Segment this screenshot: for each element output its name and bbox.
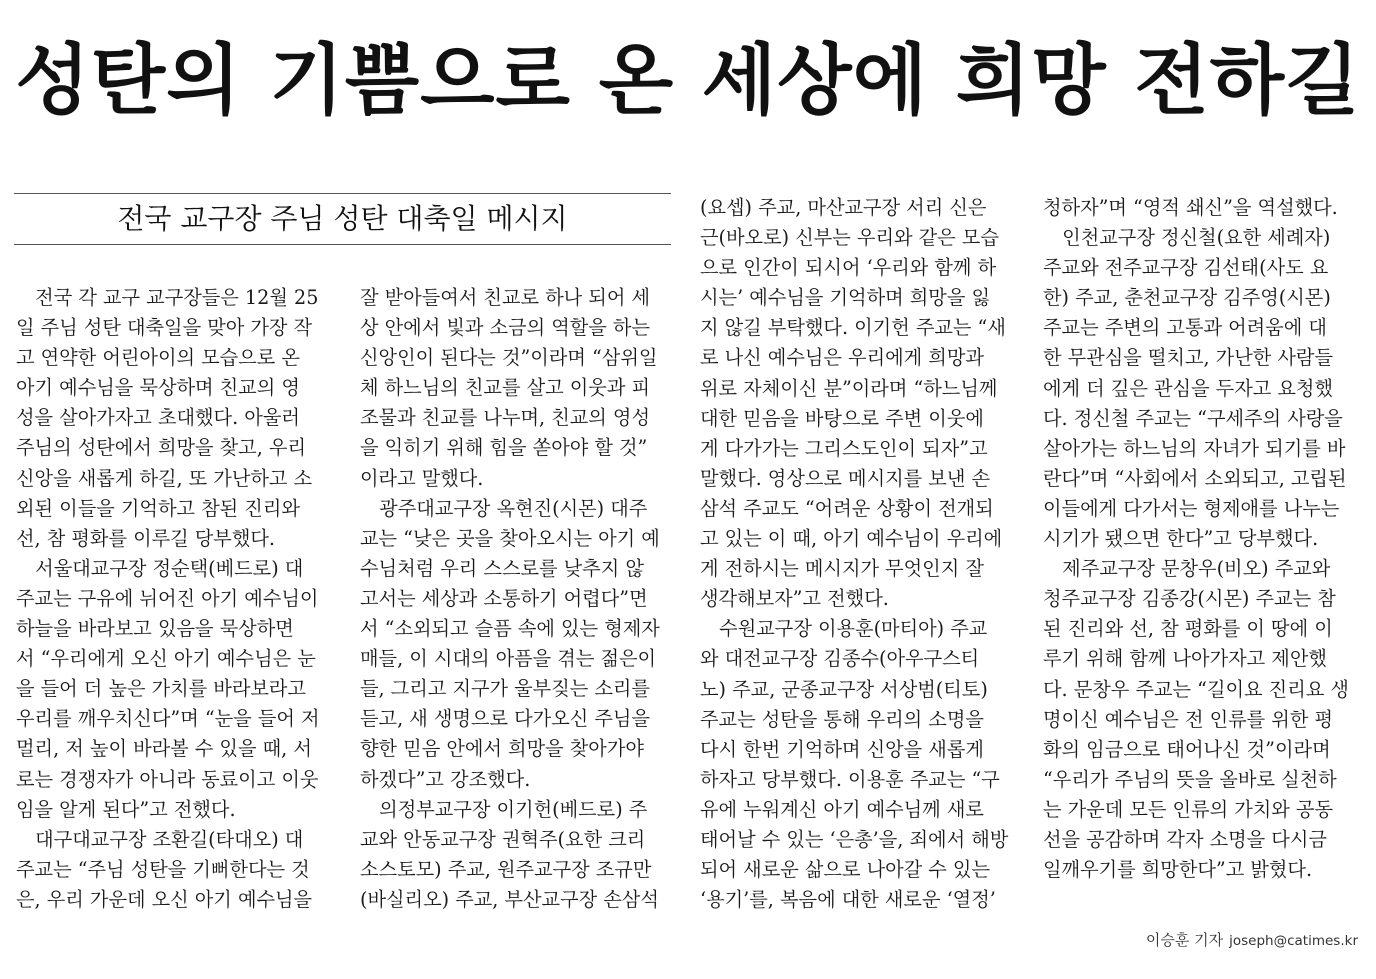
article-line: 태어날 수 있는 ‘은총’을, 죄에서 해방	[700, 827, 1009, 851]
article-line: 선, 참 평화를 이루길 당부했다.	[16, 526, 276, 550]
article-line: 성을 살아가자고 초대했다. 아울러	[16, 406, 300, 430]
article-line: 우리를 깨우치신다”며 “눈을 들어 저	[16, 707, 320, 731]
article-line: 주교는 구유에 뉘어진 아기 예수님이	[16, 586, 319, 610]
article-line: 게 전하시는 메시지가 무엇인지 잘	[700, 557, 984, 581]
article-line: 삼석 주교도 “어려운 상황이 전개되	[700, 496, 994, 520]
article-line: 듣고, 새 생명으로 다가오신 주님을	[360, 707, 650, 731]
article-line: 주님의 성탄에서 희망을 찾고, 우리	[16, 436, 306, 460]
article-line: 일 주님 성탄 대축일을 맞아 가장 작	[16, 316, 313, 340]
article-line: 소스토모) 주교, 원주교구장 조규만	[360, 857, 652, 881]
article-line: 서 “우리에게 오신 아기 예수님은 눈	[16, 647, 316, 671]
article-line: 청주교구장 김종강(시몬) 주교는 참	[1043, 587, 1336, 611]
article-line: 다. 문창우 주교는 “길이요 진리요 생	[1043, 677, 1349, 701]
article-line: 교는 “낮은 곳을 찾아오시는 아기 예	[360, 526, 660, 550]
article-line: 된 진리와 선, 참 평화를 이 땅에 이	[1043, 617, 1333, 641]
article-line: 되어 새로운 삶으로 나아갈 수 있는	[700, 858, 990, 882]
article-line: 주교는 “주님 성탄을 기뻐한다는 것	[16, 857, 310, 881]
article-line: 아기 예수님을 묵상하며 친교의 영	[16, 376, 300, 400]
article-line: 로 나신 예수님은 우리에게 희망과	[700, 346, 984, 370]
article-line: ‘용기’를, 복음에 대한 새로운 ‘열정’	[700, 888, 996, 912]
article-line: 화의 임금으로 태어나신 것”이라며	[1043, 737, 1331, 761]
article-line: 한 무관심을 떨치고, 가난한 사람들	[1043, 346, 1333, 370]
article-line: 란다”며 “사회에서 소외되고, 고립된	[1043, 466, 1347, 490]
article-line: 고 연약한 어린아이의 모습으로 온	[16, 346, 300, 370]
article-line: 의정부교구장 이기헌(베드로) 주	[360, 797, 648, 821]
article-line: 말했다. 영상으로 메시지를 보낸 손	[700, 466, 990, 490]
article-line: 는 가운데 모든 인류의 가치와 공동	[1043, 797, 1333, 821]
subheadline: 전국 교구장 주님 성탄 대축일 메시지	[117, 202, 568, 235]
article-line: 이들에게 다가서는 형제애를 나누는	[1043, 496, 1340, 520]
subheadline-box	[14, 193, 671, 245]
article-line: 와 대전교구장 김종수(아우구스티	[700, 647, 980, 671]
article-line: 유에 누워계신 아기 예수님께 새로	[700, 797, 984, 821]
article-line: 하겠다”고 강조했다.	[360, 767, 531, 791]
article-line: 체 하느님의 친교를 살고 이웃과 피	[360, 376, 650, 400]
article-line: 을 익히기 위해 힘을 쏟아야 할 것”	[360, 436, 648, 460]
article-line: 외된 이들을 기억하고 참된 진리와	[16, 496, 300, 520]
byline	[1146, 929, 1358, 950]
article-line: 수원교구장 이용훈(마티아) 주교	[700, 617, 988, 641]
article-line: 시기가 됐으면 한다”고 당부했다.	[1043, 527, 1319, 551]
article-line: 로는 경쟁자가 아니라 동료이고 이웃	[16, 767, 319, 791]
article-line: 멀리, 저 높이 바라볼 수 있을 때, 서	[16, 737, 312, 761]
article-line: 조물과 친교를 나누며, 친교의 영성	[360, 406, 650, 430]
article-line: 루기 위해 함께 나아가자고 제안했	[1043, 647, 1327, 671]
reporter-name: 이승훈 기자	[1145, 931, 1224, 949]
article-line: 노) 주교, 군종교구장 서상범(티토)	[700, 677, 988, 701]
article-column-3	[700, 193, 1018, 915]
article-line: 수님처럼 우리 스스로를 낮추지 않	[360, 556, 644, 580]
article-column-4	[1043, 193, 1361, 885]
article-line: 한) 주교, 춘천교구장 김주영(시몬)	[1043, 286, 1331, 310]
article-line: 서 “소외되고 슬픔 속에 있는 형제자	[360, 617, 660, 641]
article-line: 청하자”며 “영적 쇄신”을 역설했다.	[1043, 196, 1338, 219]
article-line: 근(바오로) 신부는 우리와 같은 모습	[700, 226, 999, 250]
article-line: 다시 한번 기억하며 신앙을 새롭게	[700, 737, 984, 761]
article-line: 으로 인간이 되시어 ‘우리와 함께 하	[700, 256, 997, 280]
article-line: 대구대교구장 조환길(타대오) 대	[16, 827, 304, 851]
article-line: 상 안에서 빛과 소금의 역할을 하는	[360, 316, 650, 340]
article-line: 은, 우리 가운데 오신 아기 예수님을	[16, 887, 313, 911]
article-line: 일깨우기를 희망한다”고 밝혔다.	[1043, 858, 1313, 882]
article-line: 전국 각 교구 교구장들은 12월 25	[16, 286, 319, 309]
article-line: 고 있는 이 때, 아기 예수님이 우리에	[700, 527, 1003, 551]
article-line: 임을 알게 된다”고 전했다.	[16, 797, 236, 821]
article-line: 광주대교구장 옥현진(시몬) 대주	[360, 496, 648, 520]
article-line: 향한 믿음 안에서 희망을 찾아가야	[360, 737, 644, 761]
article-line: 매들, 이 시대의 아픔을 겪는 젊은이	[360, 647, 657, 671]
article-line: 교와 안동교구장 권혁주(요한 크리	[360, 827, 646, 851]
article-line: 하늘을 바라보고 있음을 묵상하면	[16, 617, 294, 641]
article-line: 고서는 세상과 소통하기 어렵다”면	[360, 586, 648, 610]
article-line: 주교는 주변의 고통과 어려움에 대	[1043, 316, 1327, 340]
article-line: 위로 자체이신 분”이라며 “하느님께	[700, 376, 998, 400]
article-line: 다. 정신철 주교는 “구세주의 사랑을	[1043, 406, 1343, 430]
article-line: 들, 그리고 지구가 울부짖는 소리를	[360, 677, 650, 701]
article-line: 이라고 말했다.	[360, 466, 484, 490]
article-line: 대한 믿음을 바탕으로 주변 이웃에	[700, 406, 984, 430]
article-line: 을 들어 더 높은 가치를 바라보라고	[16, 677, 306, 701]
article-line: 선을 공감하며 각자 소명을 다시금	[1043, 827, 1327, 851]
article-line: (바실리오) 주교, 부산교구장 손삼석	[360, 887, 659, 911]
article-line: “우리가 주님의 뜻을 올바로 실천하	[1043, 767, 1337, 791]
article-line: 생각해보자”고 전했다.	[700, 587, 889, 611]
article-line: 잘 받아들여서 친교로 하나 되어 세	[360, 286, 650, 309]
article-line: 하자고 당부했다. 이용훈 주교는 “구	[700, 767, 1000, 791]
article-column-1	[16, 283, 332, 915]
article-line: (요셉) 주교, 마산교구장 서리 신은	[700, 196, 987, 219]
article-line: 인천교구장 정신철(요한 세례자)	[1043, 226, 1331, 250]
article-line: 제주교구장 문창우(비오) 주교와	[1043, 557, 1331, 581]
article-line: 명이신 예수님은 전 인류를 위한 평	[1043, 707, 1333, 731]
article-line: 주교는 성탄을 통해 우리의 소명을	[700, 707, 984, 731]
article-line: 살아가는 하느님의 자녀가 되기를 바	[1043, 436, 1346, 460]
article-line: 주교와 전주교구장 김선태(사도 요	[1043, 256, 1329, 280]
headline: 성탄의 기쁨으로 온 세상에 희망 전하길	[15, 37, 1361, 126]
article-line: 지 않길 부탁했다. 이기헌 주교는 “새	[700, 316, 1006, 340]
article-line: 신앙을 새롭게 하길, 또 가난하고 소	[16, 466, 313, 490]
article-line: 신앙인이 된다는 것”이라며 “삼위일	[360, 346, 658, 370]
article-line: 게 다가가는 그리스도인이 되자”고	[700, 436, 988, 460]
reporter-email: joseph@catimes.kr	[1229, 933, 1358, 949]
article-column-2	[360, 283, 676, 915]
article-line: 서울대교구장 정순택(베드로) 대	[16, 556, 304, 580]
article-line: 시는’ 예수님을 기억하며 희망을 잃	[700, 286, 990, 310]
article-line: 에게 더 깊은 관심을 두자고 요청했	[1043, 376, 1333, 400]
